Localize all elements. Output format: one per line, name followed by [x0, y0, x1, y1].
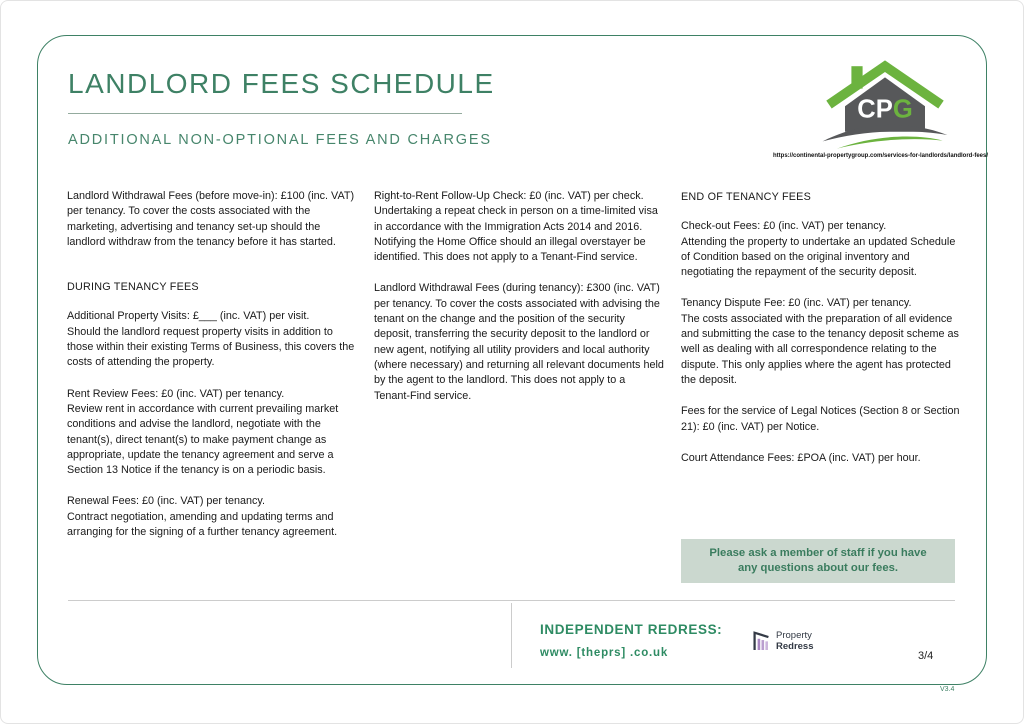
fee-description: Should the landlord request property visits in addition to those within their existing Terms of Business, this covers the costs of attending the property. [67, 325, 355, 369]
property-redress-line1: Property [776, 629, 812, 641]
fee-amount-line: Rent Review Fees: £0 (inc. VAT) per tenancy. [67, 387, 285, 400]
fee-item [681, 404, 961, 435]
fee-description: The costs associated with the preparation of all evidence and submitting the case to the tenancy deposit scheme as well as dealing with all correspondence relating to the dispute. This only applies where the agent has protected the deposit. [681, 312, 959, 386]
version-label: V3.4 [940, 686, 955, 693]
fee-amount-line: Tenancy Dispute Fee: £0 (inc. VAT) per tenancy. [681, 297, 912, 310]
fees-column-1 [67, 189, 361, 556]
fee-item [681, 296, 961, 388]
fee-description: Fees for the service of Legal Notices (Section 8 or Section 21): £0 (inc. VAT) per Notice. [681, 405, 960, 433]
fee-description: Attending the property to undertake an updated Schedule of Condition based on the original inventory and negotiating the repayment of the security deposit. [681, 235, 956, 279]
staff-notice-text: Please ask a member of staff if you have any questions about our fees. [709, 547, 927, 574]
section-heading-end-of-tenancy: END OF TENANCY FEES [681, 191, 811, 203]
fee-item [374, 281, 664, 403]
fees-column-3 [681, 190, 961, 482]
title-divider [68, 113, 462, 114]
fee-item [67, 387, 361, 479]
fee-amount-line: Check-out Fees: £0 (inc. VAT) per tenancy. [681, 220, 887, 233]
property-redress-wordmark [776, 630, 814, 652]
cpg-house-logo-icon [812, 55, 958, 151]
fee-description: Contract negotiation, amending and updating terms and arranging for the signing of a further tenancy agreement. [67, 510, 338, 539]
page-number: 3/4 [918, 650, 934, 662]
fee-item [681, 219, 961, 280]
footer-divider [68, 600, 955, 601]
fee-description: Landlord Withdrawal Fees (during tenancy): £300 (inc. VAT) per tenancy. To cover the costs associated with advising the tenant on the change and the position of the security deposit, transferring the security deposit to the landlord or new agent, notifying all utility providers and local authority (where necessary) and returning all relevant documents held by the agent to the landlord. This does not apply to a Tenant-Find service. [374, 282, 664, 402]
property-redress-line2: Redress [776, 640, 814, 652]
property-redress-bars-icon [752, 629, 771, 652]
page-subtitle: ADDITIONAL NON-OPTIONAL FEES AND CHARGES [68, 132, 492, 148]
fee-description: Review rent in accordance with current prevailing market conditions and advise the landlord, negotiate with the tenant(s), direct tenant(s) to make payment change as appropriate, update the tenancy agreement and serve a Section 13 Notice if the tenancy is on a periodic basis. [67, 402, 339, 477]
independent-redress-label: INDEPENDENT REDRESS: [540, 622, 723, 637]
property-redress-logo [752, 629, 814, 652]
fee-description: Right-to-Rent Follow-Up Check: £0 (inc. VAT) per check. Undertaking a repeat check in person on a time-limited visa in accordance with the Immigration Acts 2014 and 2016. Notifying the Home Office should an illegal overstayer be identified. This does not apply to a Tenant-Find service. [374, 190, 658, 264]
page-title: LANDLORD FEES SCHEDULE [68, 68, 495, 99]
fee-description: Court Attendance Fees: £POA (inc. VAT) per hour. [681, 451, 921, 464]
fee-item [67, 309, 361, 370]
fees-column-2 [374, 189, 664, 420]
staff-notice-box [681, 539, 955, 583]
fee-amount-line: Additional Property Visits: £___ (inc. VAT) per visit. [67, 310, 310, 323]
fee-amount-line: Renewal Fees: £0 (inc. VAT) per tenancy. [67, 495, 266, 508]
svg-text:CPG: CPG [857, 95, 913, 124]
logo-url-link[interactable]: https://continental-propertygroup.com/services-for-landlords/landlord-fees/ [773, 153, 989, 159]
fee-item [374, 189, 664, 265]
fee-item [67, 494, 361, 540]
fee-description: Landlord Withdrawal Fees (before move-in): £100 (inc. VAT) per tenancy. To cover the costs associated with the marketing, advertising and tenancy set-up should the landlord withdraw from the tenancy before it has started. [67, 190, 355, 248]
footer-vertical-divider [511, 603, 512, 668]
section-heading-during-tenancy: DURING TENANCY FEES [67, 281, 199, 294]
fee-item [67, 189, 361, 250]
redress-url-link[interactable]: www. [theprs] .co.uk [540, 647, 669, 659]
fee-item [681, 451, 961, 466]
